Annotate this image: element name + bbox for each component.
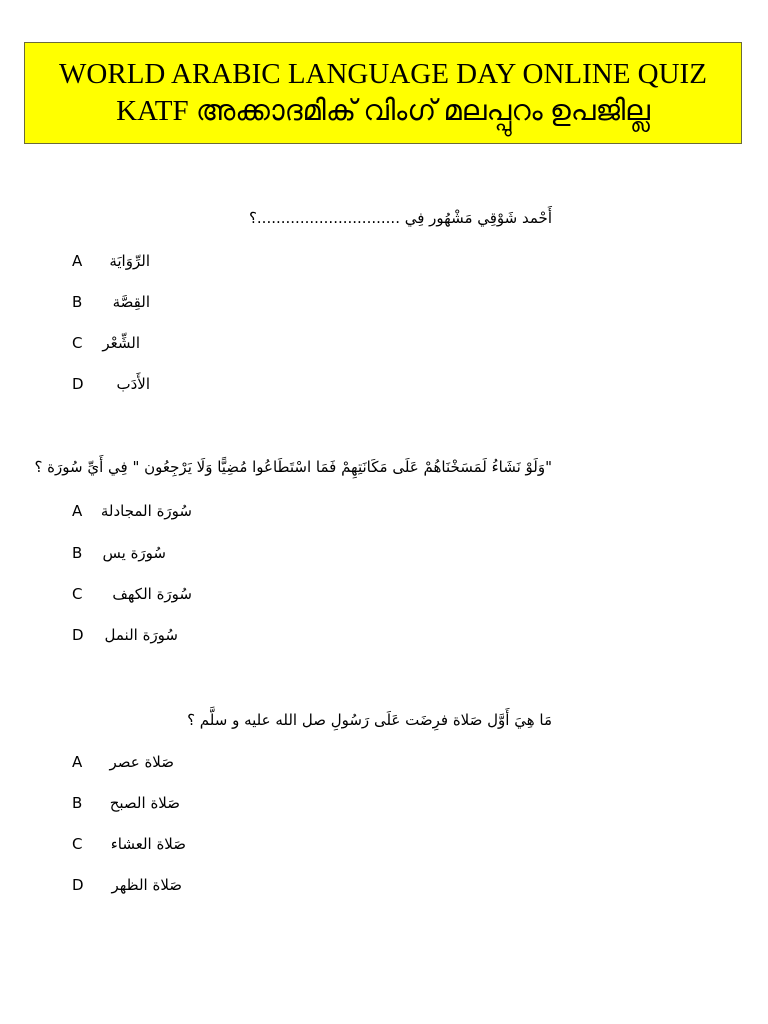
option-letter: B — [72, 544, 83, 562]
option-letter: D — [72, 375, 84, 393]
option-letter: C — [72, 835, 83, 853]
option-letter: C — [72, 334, 83, 352]
question-3-option-a — [72, 751, 212, 773]
option-text: سُورَة يس — [102, 544, 166, 562]
title-banner — [24, 42, 742, 144]
option-text: صَلاة الصبح — [109, 794, 180, 812]
option-letter: B — [72, 293, 83, 311]
option-letter: A — [72, 502, 83, 520]
option-text: القِصَّة — [112, 293, 150, 311]
option-text: الشِّعْر — [102, 334, 140, 352]
option-text: صَلاة العشاء — [110, 835, 186, 853]
question-2-option-c — [72, 583, 212, 605]
option-letter: A — [72, 252, 83, 270]
question-2-option-a — [72, 500, 212, 522]
question-3-option-d — [72, 874, 212, 896]
option-letter: D — [72, 626, 84, 644]
question-1-option-d — [72, 373, 212, 395]
option-text: سُورَة المجادلة — [100, 502, 192, 520]
option-letter: D — [72, 876, 84, 894]
option-text: سُورَة الكهف — [112, 585, 192, 603]
question-1-option-a — [72, 250, 212, 272]
title-line-english: WORLD ARABIC LANGUAGE DAY ONLINE QUIZ — [59, 58, 707, 90]
question-1: أَحْمد شَوْقِي مَشْهُور فِي ..............................؟ — [248, 209, 552, 227]
option-text: صَلاة الظهر — [111, 876, 182, 894]
option-text: الأَدَب — [116, 375, 150, 393]
option-text: سُورَة النمل — [104, 626, 178, 644]
question-3-option-c — [72, 833, 212, 855]
question-3: مَا هِيَ أَوَّل صَلاة فرِضَت عَلَى رَسُولِ صل الله عليه و سلَّم ؟ — [187, 711, 552, 729]
question-1-option-c — [72, 332, 212, 354]
option-letter: A — [72, 753, 83, 771]
option-letter: C — [72, 585, 83, 603]
question-3-option-b — [72, 792, 212, 814]
option-letter: B — [72, 794, 83, 812]
question-2: "وَلَوْ نَشَاءُ لَمَسَخْنَاهُمْ عَلَى مَكَانَتِهِمْ فَمَا اسْتَطَاعُوا مُضِيًّا وَلَا يَرْجِعُون " فِي أَيِّ سُورَة ؟ — [34, 458, 552, 476]
question-2-option-d — [72, 624, 212, 646]
option-text: الرِّوَايَة — [109, 252, 150, 270]
question-1-option-b — [72, 291, 212, 313]
question-2-option-b — [72, 542, 212, 564]
title-line-malayalam: KATF അക്കാദമിക് വിംഗ് മലപ്പുറം ഉപജില്ല — [116, 95, 650, 127]
option-text: صَلاة عصر — [109, 753, 174, 771]
